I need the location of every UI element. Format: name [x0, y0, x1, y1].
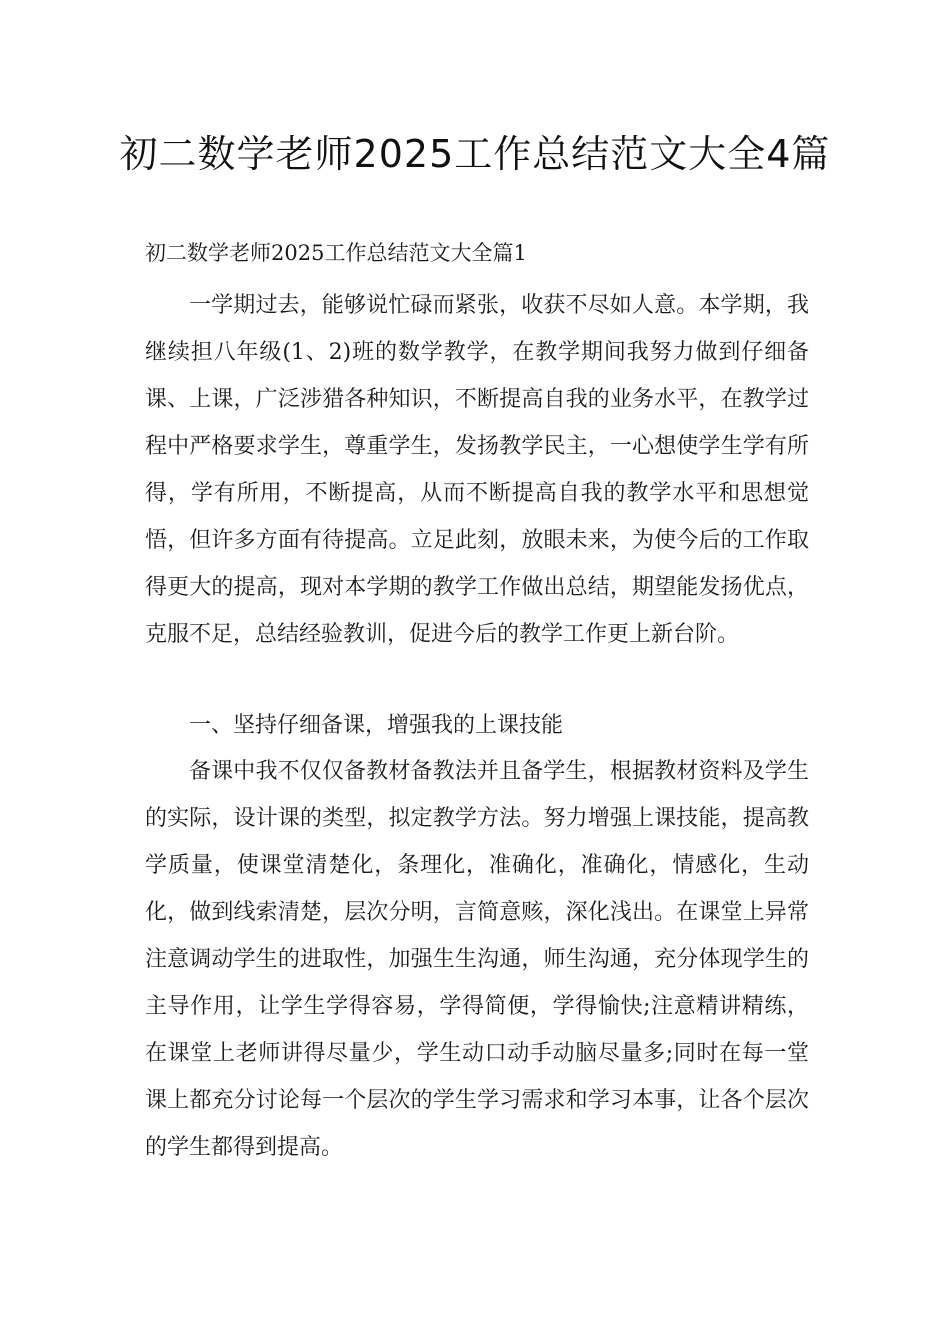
section-heading: 一、坚持仔细备课，增强我的上课技能 — [189, 713, 564, 738]
intro-paragraph: 一学期过去，能够说忙碌而紧张，收获不尽如人意。本学期，我继续担八年级(1、2)班的数学教学，在教学期间我努力做到仔细备课、上课，广泛涉猎各种知识，不断提高自我的业务水平，在教学过程中严格要求学生，尊重学生，发扬教学民主，一心想使学生学有所得，学有所用，不断提高，从而不断提高自我的教学水平和思想觉悟，但许多方面有待提高。立足此刻，放眼未来，为使今后的工作取得更大的提高，现对本学期的教学工作做出总结，期望能发扬优点，克服不足，总结经验教训，促进今后的教学工作更上新台阶。 — [145, 293, 809, 647]
document-subtitle: 初二数学老师2025工作总结范文大全篇1 — [145, 241, 527, 265]
section-paragraph: 备课中我不仅仅备教材备教法并且备学生，根据教材资料及学生的实际，设计课的类型，拟定教学方法。努力增强上课技能，提高教学质量，使课堂清楚化，条理化，准确化，准确化，情感化，生动化，做到线索清楚，层次分明，言简意赅，深化浅出。在课堂上异常注意调动学生的进取性，加强生生沟通，师生沟通，充分体现学生的主导作用，让学生学得容易，学得简便，学得愉快;注意精讲精练，在课堂上老师讲得尽量少，学生动口动手动脑尽量多;同时在每一堂课上都充分讨论每一个层次的学生学习需求和学习本事，让各个层次的学生都得到提高。 — [145, 759, 809, 1160]
document-title: 初二数学老师2025工作总结范文大全4篇 — [119, 132, 831, 176]
